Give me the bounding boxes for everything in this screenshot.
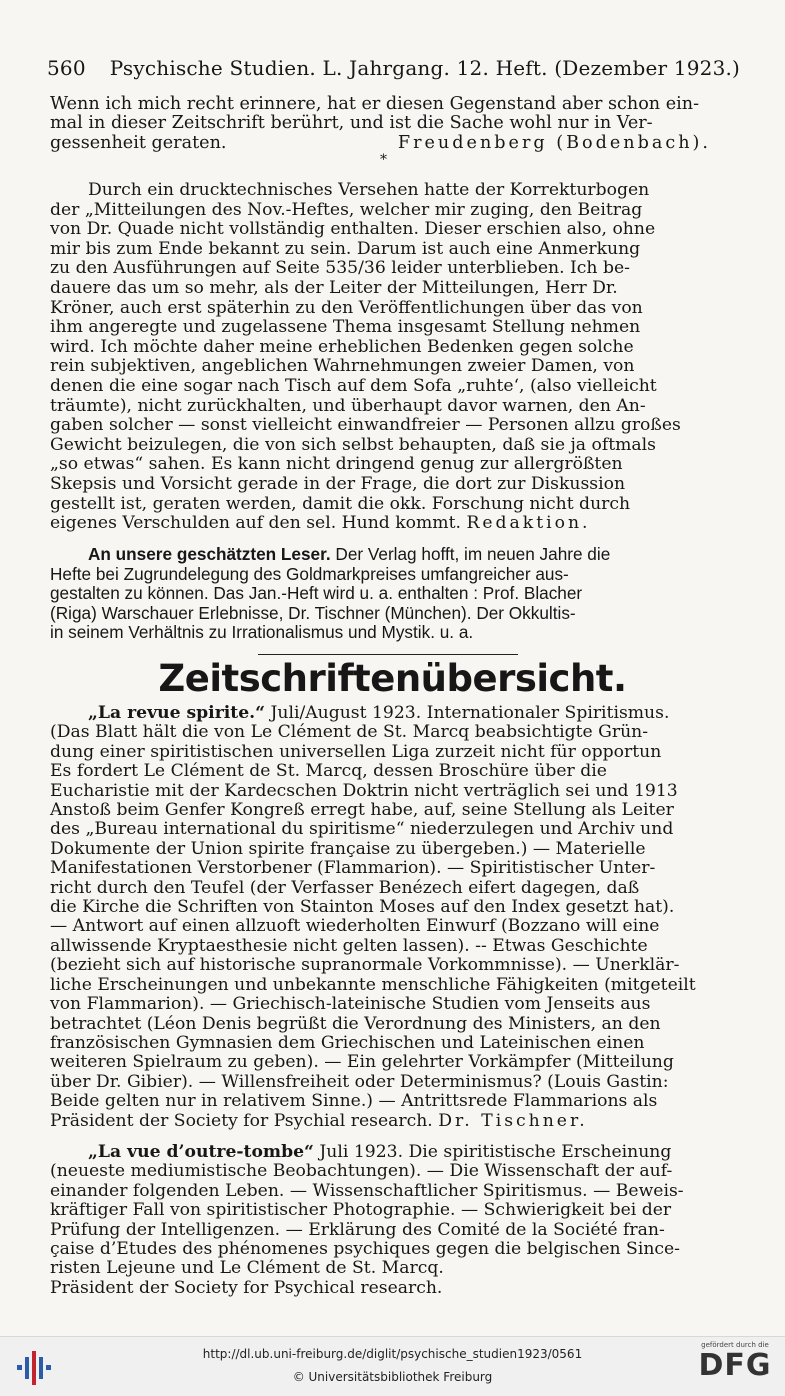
- text-line: ihm angeregte und zugelassene Thema insgesamt Stellung nehmen: [50, 317, 641, 338]
- source-url-link[interactable]: http://dl.ub.uni-freiburg.de/diglit/psychische_studien1923/0561: [202, 1347, 583, 1361]
- text-line: Manifestationen Verstorbener (Flammarion). — Spiritistischer Unter-: [50, 858, 656, 879]
- text-line: risten Lejeune und Le Clément de St. Marcq.: [50, 1258, 444, 1279]
- journal-title: „La vue d’outre-tombe“: [88, 1142, 314, 1162]
- text-line: mir bis zum Ende bekannt zu sein. Darum ist auch eine Anmerkung: [50, 238, 641, 259]
- text-line: von Flammarion). — Griechisch-lateinische Studien vom Jenseits aus: [50, 994, 651, 1015]
- text-line: französischen Gymnasien dem Griechischen und Lateinischen einen: [50, 1032, 645, 1053]
- text-line: allwissende Kryptaesthesie nicht gelten lassen). -- Etwas Geschichte: [50, 935, 648, 956]
- text-line: Präsident der Society for Psychical research.: [50, 1277, 443, 1298]
- text-line: kräftiger Fall von spiritistischer Photographie. — Schwierigkeit bei der: [50, 1200, 672, 1221]
- signature-line: [50, 514, 733, 534]
- running-title: Psychische Studien. L. Jahrgang. 12. Heft. (Dezember 1923.): [109, 56, 741, 80]
- redaktion-signature: Redaktion.: [466, 513, 591, 534]
- text-line: die Kirche die Schriften von Stainton Moses auf den Index gesetzt hat).: [50, 897, 675, 918]
- vue-outre-tombe-review: [50, 1143, 733, 1298]
- review-text: Juli 1923. Die spiritistische Erscheinung: [313, 1142, 672, 1162]
- text-line: wird. Ich möchte daher meine erheblichen Bedenken gegen solche: [50, 336, 634, 357]
- text-line: dung einer spiritistischen universellen Liga zurzeit nicht für opportun: [50, 741, 662, 762]
- text-line: gestalten zu können. Das Jan.-Heft wird u. a. enthalten : Prof. Blacher: [50, 583, 583, 603]
- notice-text: Der Verlag hofft, im neuen Jahre die: [330, 544, 611, 564]
- viewer-footer: [0, 1336, 785, 1396]
- section-separator: *: [380, 152, 387, 168]
- text-line: Anstoß beim Genfer Kongreß erregt habe, auf, seine Stellung als Leiter: [50, 800, 674, 821]
- reviewer-signature: Dr. Tischner.: [438, 1110, 588, 1131]
- text-line: liche Erscheinungen und unbekannte menschliche Fähigkeiten (mitgeteilt: [50, 974, 696, 995]
- copyright-notice: © Universitätsbibliothek Freiburg: [292, 1370, 493, 1384]
- text-line: einander folgenden Leben. — Wissenschaftlicher Spiritismus. — Beweis-: [50, 1180, 684, 1201]
- text-line: Kröner, auch erst späterhin zu den Veröffentlichungen über das von: [50, 297, 643, 318]
- text-line: über Dr. Gibier). — Willensfreiheit oder Determinismus? (Louis Gastin:: [50, 1071, 669, 1092]
- text-line: [50, 704, 733, 723]
- signature-line: [50, 134, 733, 153]
- redaktion-paragraph: [50, 181, 733, 534]
- text-line: Präsident der Society for Psychial research.: [50, 1110, 433, 1131]
- signature-line: [50, 1112, 733, 1131]
- text-line: von Dr. Quade nicht vollständig enthalten. Dieser erschien also, ohne: [50, 219, 656, 240]
- text-line: Durch ein drucktechnisches Versehen hatte der Korrekturbogen: [88, 180, 650, 200]
- text-line: rein subjektiven, angeblichen Wahrnehmungen zweier Damen, von: [50, 356, 635, 377]
- text-line: [50, 1143, 733, 1162]
- page-header: [47, 56, 741, 80]
- page-number: 560: [47, 56, 86, 80]
- text-line: [50, 545, 733, 565]
- text-line: Hefte bei Zugrundelegung des Goldmarkpreises umfangreicher aus-: [50, 563, 569, 584]
- text-line: dauere das um so mehr, als der Leiter der Mitteilungen, Herr Dr.: [50, 277, 618, 298]
- text-line: mal in dieser Zeitschrift berührt, und ist die Sache wohl nur in Ver-: [50, 113, 653, 134]
- text-line: denen die eine sogar nach Tisch auf dem Sofa „ruhte‘, (also vielleicht: [50, 375, 657, 396]
- dfg-logo: [694, 1341, 776, 1393]
- reader-notice: [50, 545, 733, 643]
- text-line: — Antwort auf einen allzuoft wiederholten Einwurf (Bozzano will eine: [50, 916, 660, 937]
- text-line: gestellt ist, geraten werden, damit die okk. Forschung nicht durch: [50, 493, 631, 514]
- text-line: Wenn ich mich recht erinnere, hat er diesen Gegenstand aber schon ein-: [50, 94, 700, 114]
- text-line: betrachtet (Léon Denis begrüßt die Verordnung des Ministers, an den: [50, 1013, 661, 1034]
- text-line: (neueste mediumistische Beobachtungen). — Die Wissenschaft der auf-: [50, 1161, 673, 1182]
- text-line: Eucharistie mit der Kardecschen Doktrin nicht verträglich sei und 1913: [50, 780, 678, 801]
- section-title: Zeitschriftenübersicht.: [158, 657, 627, 700]
- dfg-caption: gefördert durch die: [701, 1341, 769, 1349]
- text-line: weiteren Spielraum zu geben). — Ein gelehrter Vorkämpfer (Mitteilung: [50, 1052, 674, 1073]
- text-line: Beide gelten nur in relativem Sinne.) — Antrittsrede Flammarions als: [50, 1091, 658, 1112]
- text-line: (Riga) Warschauer Erlebnisse, Dr. Tischner (München). Der Okkultis-: [50, 602, 576, 623]
- review-text: Juli/August 1923. Internationaler Spiritismus.: [265, 703, 670, 723]
- text-line: in seinem Verhältnis zu Irrationalismus und Mystik. u. a.: [50, 622, 474, 642]
- text-line: (bezieht sich auf historische supranormale Vorkommnisse). — Unerklär-: [50, 955, 680, 976]
- text-line: des „Bureau international du spiritisme“ niederzulegen und Archiv und: [50, 819, 674, 840]
- revue-spirite-review: [50, 704, 733, 1131]
- text-line: träumte), nicht zurückhalten, und überhaupt davor warnen, den An-: [50, 395, 646, 416]
- text-line: gessenheit geraten.: [50, 132, 227, 153]
- text-line: eigenes Verschulden auf den sel. Hund kommt.: [50, 513, 461, 534]
- text-line: „so etwas“ sahen. Es kann nicht dringend genug zur allergrößten: [50, 454, 623, 475]
- author-signature: Freudenberg (Bodenbach).: [397, 132, 711, 153]
- text-line: Es fordert Le Clément de St. Marcq, dessen Broschüre über die: [50, 761, 607, 782]
- horizontal-rule: [258, 654, 518, 655]
- notice-label: An unsere geschätzten Leser.: [88, 544, 331, 564]
- text-line: der „Mitteilungen des Nov.-Heftes, welcher mir zuging, den Beitrag: [50, 199, 643, 220]
- text-line: Prüfung der Intelligenzen. — Erklärung des Comité de la Société fran-: [50, 1219, 665, 1240]
- intro-paragraph: [50, 95, 733, 153]
- text-line: Dokumente der Union spirite française zu übergeben.) — Materielle: [50, 838, 646, 859]
- text-line: richt durch den Teufel (der Verfasser Benézech eifert dagegen, daß: [50, 877, 640, 898]
- text-line: zu den Ausführungen auf Seite 535/36 leider unterblieben. Ich be-: [50, 258, 630, 279]
- journal-title: „La revue spirite.“: [88, 703, 266, 723]
- text-line: gaben solcher — sonst vielleicht einwandfreier — Personen allzu großes: [50, 415, 681, 436]
- dfg-wordmark: DFG: [698, 1348, 772, 1383]
- text-line: Gewicht beizulegen, die von sich selbst behaupten, daß sie ja oftmals: [50, 434, 656, 455]
- text-line: (Das Blatt hält die von Le Clément de St. Marcq beabsichtigte Grün-: [50, 722, 649, 743]
- text-line: Skepsis und Vorsicht gerade in der Frage, die dort zur Diskussion: [50, 473, 626, 494]
- text-line: çaise d’Etudes des phénomenes psychiques gegen die belgischen Since-: [50, 1239, 680, 1260]
